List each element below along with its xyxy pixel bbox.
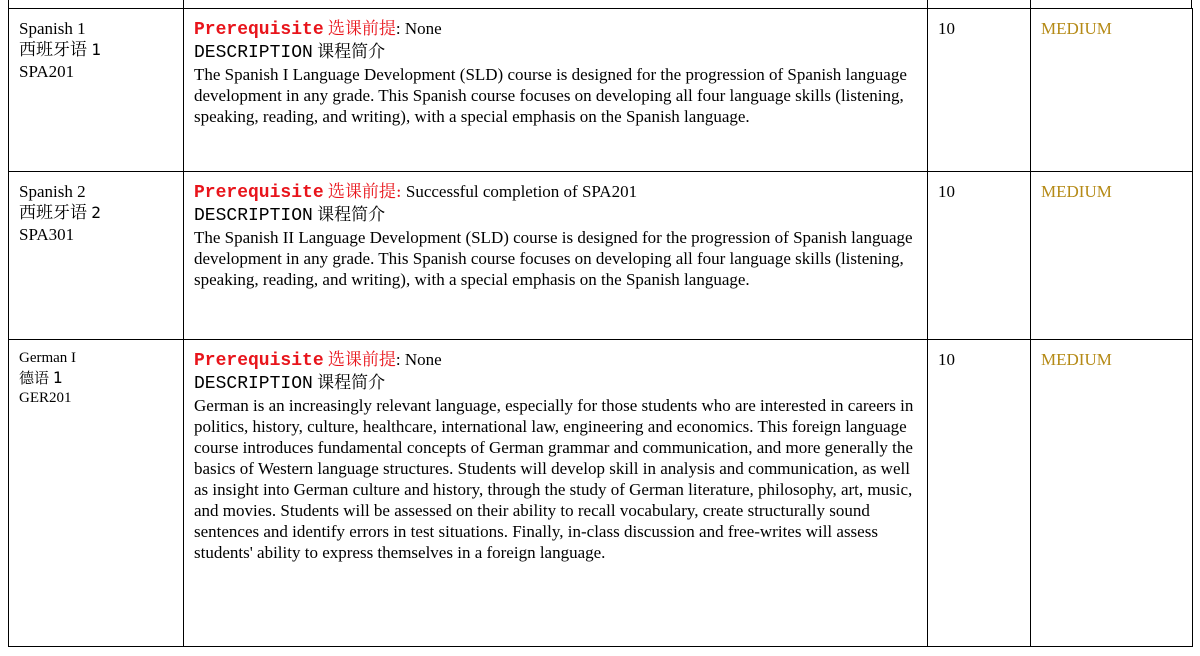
course-code: SPA201: [19, 62, 75, 81]
prerequisite-value: : None: [395, 19, 442, 38]
prerequisite-label-cn: 选课前提: [327, 19, 396, 39]
prerequisite-label: Prerequisite: [194, 20, 324, 40]
table-border-stub: [1030, 0, 1031, 8]
description-text: German is an increasingly relevant language, especially for those students who are interested in careers in politics, history, culture, healthcare, international law, engineering and economics. This foreign language course introduces fundamental concepts of German grammar and communication, and more generally the basics of Western language structures. Students will develop skill in analysis and communication, as well as insight into German culture and history, through the study of German literature, philosophy, art, music, and movies. Students will be assessed on their ability to recall vocabulary, create structurally sound sentences and identify errors in test situations. Finally, in-class discussion and free-writes will assess students' ability to express themselves in a foreign language.: [194, 396, 914, 562]
description-heading: [194, 41, 919, 64]
credits-cell: 10: [928, 340, 1031, 647]
course-name-cn: 西班牙语 1: [19, 40, 101, 60]
table-border-stub: [8, 0, 9, 8]
difficulty-cell: MEDIUM: [1031, 9, 1193, 172]
prerequisite-label-cn: 选课前提: [327, 350, 396, 370]
prerequisite-value: : None: [395, 350, 442, 369]
course-name-en: Spanish 2: [19, 182, 86, 201]
table-border-stub: [183, 0, 184, 8]
course-name-cell: [9, 340, 184, 647]
description-heading: [194, 204, 919, 227]
description-label-cn: 课程简介: [317, 42, 386, 62]
course-code: GER201: [19, 390, 72, 406]
course-details-cell: [184, 172, 928, 340]
course-name-en: Spanish 1: [19, 19, 86, 38]
difficulty-cell: MEDIUM: [1031, 172, 1193, 340]
table-row: [9, 340, 1193, 647]
course-name-cell: [9, 9, 184, 172]
prerequisite-label: Prerequisite: [194, 183, 324, 203]
description-label: DESCRIPTION: [194, 206, 313, 226]
prerequisite-line: [194, 349, 919, 372]
course-name-cell: [9, 172, 184, 340]
prerequisite-line: [194, 18, 919, 41]
credits-cell: 10: [928, 172, 1031, 340]
credits-cell: 10: [928, 9, 1031, 172]
table-row: [9, 172, 1193, 340]
course-details-cell: [184, 9, 928, 172]
description-heading: [194, 372, 919, 395]
description-text: The Spanish I Language Development (SLD) course is designed for the progression of Spanish language development in any grade. This Spanish course focuses on developing all four language skills (listening, speaking, reading, and writing), with a special emphasis on the Spanish language.: [194, 65, 907, 126]
description-label-cn: 课程简介: [317, 373, 386, 393]
course-name-cn: 德语 1: [19, 368, 63, 387]
description-label: DESCRIPTION: [194, 43, 313, 63]
description-label-cn: 课程简介: [317, 205, 386, 225]
course-table: [8, 8, 1193, 647]
description-label: DESCRIPTION: [194, 374, 313, 394]
course-name-en: German I: [19, 350, 77, 366]
description-text: The Spanish II Language Development (SLD) course is designed for the progression of Spanish language development in any grade. This Spanish course focuses on developing all four language skills (listening, speaking, reading, and writing), with a special emphasis on the Spanish language.: [194, 228, 913, 289]
prerequisite-value: Successful completion of SPA201: [401, 182, 638, 201]
prerequisite-line: [194, 181, 919, 204]
prerequisite-label-cn: 选课前提:: [327, 182, 402, 202]
table-border-stub: [1191, 0, 1192, 8]
course-name-cn: 西班牙语 2: [19, 203, 101, 223]
prerequisite-label: Prerequisite: [194, 351, 324, 371]
difficulty-cell: MEDIUM: [1031, 340, 1193, 647]
table-row: [9, 9, 1193, 172]
table-border-stub: [927, 0, 928, 8]
course-details-cell: [184, 340, 928, 647]
course-code: SPA301: [19, 225, 75, 244]
